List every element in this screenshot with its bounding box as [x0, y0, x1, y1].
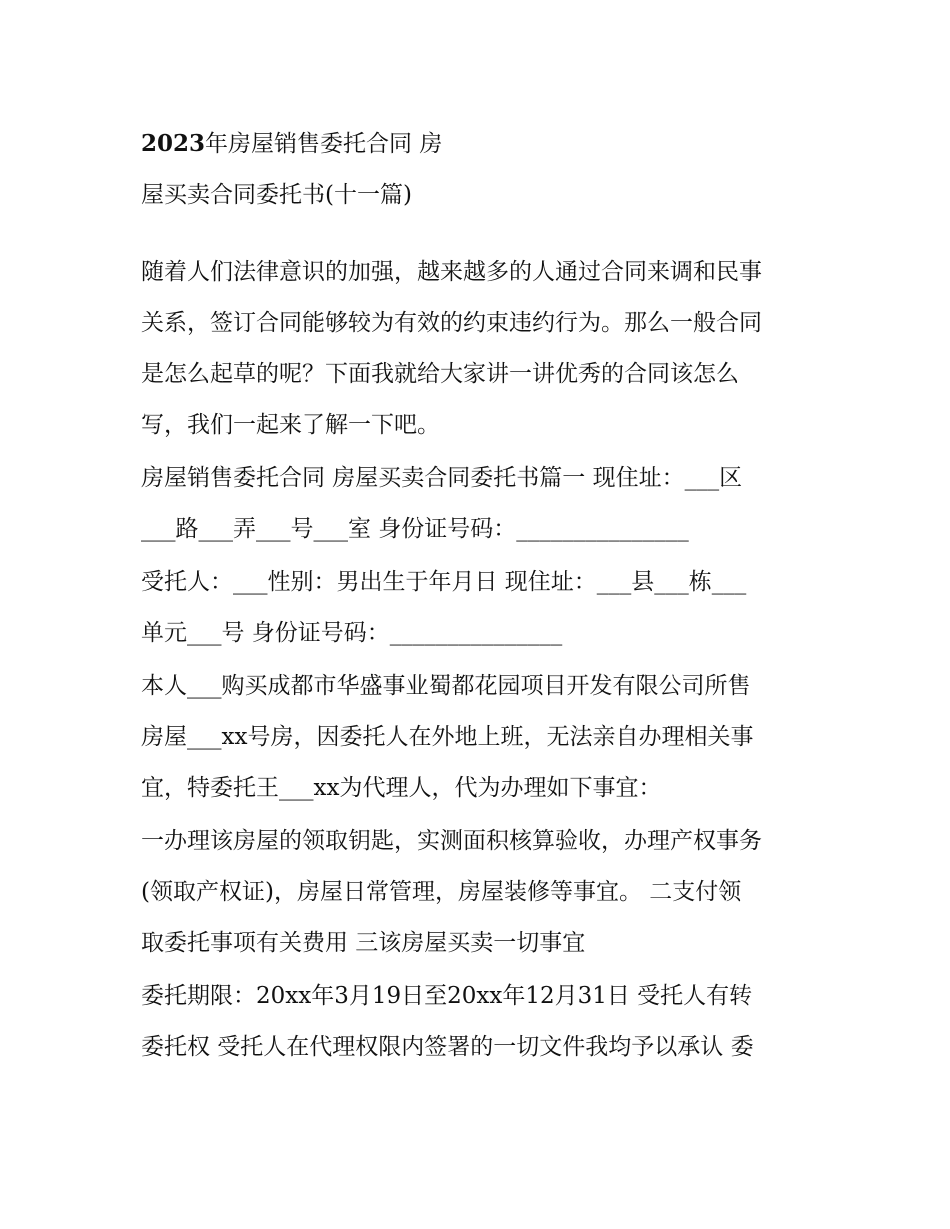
text-line: 房屋___xx号房，因委托人在外地上班，无法亲自办理相关事 — [141, 724, 754, 750]
text-line: 写，我们一起来了解一下吧。 — [141, 412, 440, 438]
text-line: ___路___弄___号___室 身份证号码：_______________ — [141, 516, 689, 542]
document-page — [141, 118, 821, 1075]
title-line-2: 屋买卖合同委托书(十一篇) — [141, 182, 412, 208]
text-line: 房屋销售委托合同 房屋买卖合同委托书篇一 现住址：___区 — [141, 465, 743, 491]
paragraph-matters — [141, 816, 821, 969]
text-line: 是怎么起草的呢？下面我就给大家讲一讲优秀的合同该怎么 — [141, 361, 739, 387]
document-title — [141, 118, 821, 221]
text-line: 宜，特委托王___xx为代理人，代为办理如下事宜： — [141, 775, 662, 801]
paragraph-principal — [141, 453, 821, 555]
text-line: (领取产权证)，房屋日常管理，房屋装修等事宜。 二支付领 — [141, 879, 742, 905]
text-line: 委托期限：20xx年3月19日至20xx年12月31日 受托人有转 — [141, 983, 753, 1009]
paragraph-statement — [141, 661, 821, 814]
text-line: 单元___号 身份证号码：_______________ — [141, 620, 563, 646]
text-line: 一办理该房屋的领取钥匙，实测面积核算验收，办理产权事务 — [141, 828, 762, 854]
title-year: 2023 — [141, 130, 206, 157]
title-line-1-text: 年房屋销售委托合同 房 — [205, 131, 443, 157]
text-line: 随着人们法律意识的加强，越来越多的人通过合同来调和民事 — [141, 259, 762, 285]
text-line: 委托权 受托人在代理权限内签署的一切文件我均予以承认 委 — [141, 1034, 754, 1060]
paragraph-intro — [141, 247, 821, 451]
title-line-1 — [141, 118, 821, 170]
document-body — [141, 247, 821, 1073]
paragraph-agent — [141, 557, 821, 659]
paragraph-term — [141, 971, 821, 1073]
text-line: 取委托事项有关费用 三该房屋买卖一切事宜 — [141, 930, 586, 956]
text-line: 关系，签订合同能够较为有效的约束违约行为。那么一般合同 — [141, 310, 762, 336]
text-line: 本人___购买成都市华盛事业蜀都花园项目开发有限公司所售 — [141, 673, 751, 699]
text-line: 受托人：___性别：男出生于年月日 现住址：___县___栋___ — [141, 569, 747, 595]
